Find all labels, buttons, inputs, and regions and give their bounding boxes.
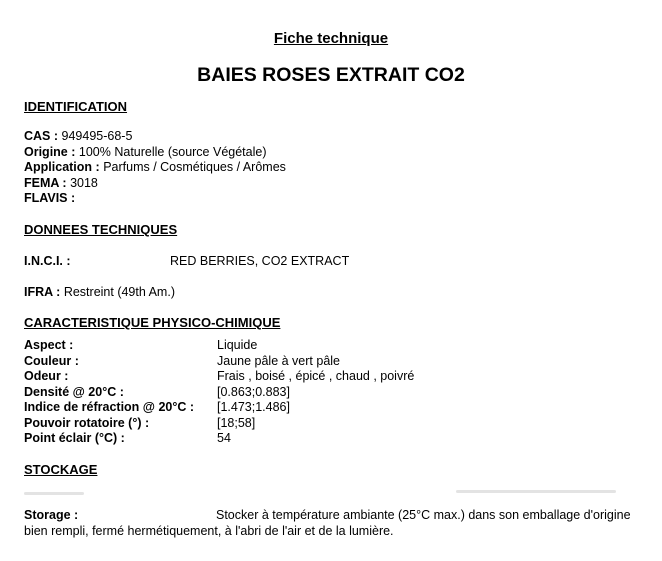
- refractive-index-label: Indice de réfraction @ 20°C :: [24, 400, 195, 414]
- color-value: Jaune pâle à vert pâle: [217, 353, 341, 368]
- origin-label: Origine :: [24, 144, 76, 159]
- color-label: Couleur :: [24, 353, 79, 368]
- storage-value-line-2: bien rempli, fermé hermétiquement, à l'abri de l'air et de la lumière.: [24, 523, 394, 538]
- origin-field: [24, 145, 267, 161]
- ifra-field: [24, 285, 175, 301]
- density-value: [0.863;0.883]: [217, 384, 290, 399]
- identification-heading: IDENTIFICATION: [24, 99, 128, 114]
- cas-value: 949495-68-5: [61, 129, 133, 143]
- refractive-index-value: [1.473;1.486]: [217, 400, 290, 414]
- fema-label: FEMA :: [24, 175, 67, 190]
- scan-smudge: [456, 490, 616, 493]
- flavis-field: [24, 191, 75, 207]
- density-label: Densité @ 20°C :: [24, 384, 124, 399]
- physico-chemical-heading: CARACTERISTIQUE PHYSICO-CHIMIQUE: [24, 315, 281, 330]
- fema-value: 3018: [70, 175, 98, 190]
- fema-field: [24, 176, 98, 192]
- product-title: BAIES ROSES EXTRAIT CO2: [197, 64, 465, 86]
- cas-label: CAS :: [24, 129, 59, 143]
- ifra-label: IFRA :: [24, 285, 61, 299]
- aspect-label: Aspect :: [24, 338, 74, 352]
- application-value: Parfums / Cosmétiques / Arômes: [103, 160, 286, 174]
- origin-value: 100% Naturelle (source Végétale): [78, 144, 267, 159]
- inci-value: RED BERRIES, CO2 EXTRACT: [170, 254, 350, 268]
- aspect-value: Liquide: [217, 338, 258, 352]
- flash-point-value: 54: [217, 431, 231, 445]
- application-field: [24, 160, 286, 176]
- cas-field: [24, 129, 132, 145]
- optical-rotation-value: [18;58]: [217, 415, 256, 430]
- ifra-value: Restreint (49th Am.): [63, 285, 175, 299]
- inci-label: I.N.C.I. :: [24, 254, 71, 268]
- scan-smudge: [24, 492, 84, 495]
- application-label: Application :: [24, 160, 100, 174]
- optical-rotation-label: Pouvoir rotatoire (°) :: [24, 415, 150, 430]
- document-type-label: Fiche technique: [273, 30, 389, 47]
- odor-label: Odeur :: [24, 369, 69, 383]
- storage-heading: STOCKAGE: [24, 462, 98, 477]
- technical-data-heading: DONNEES TECHNIQUES: [24, 222, 178, 237]
- flash-point-label: Point éclair (°C) :: [24, 431, 125, 445]
- storage-label: Storage :: [24, 508, 79, 522]
- flavis-label: FLAVIS :: [24, 191, 76, 205]
- odor-value: Frais , boisé , épicé , chaud , poivré: [217, 369, 415, 383]
- storage-value-line-1: Stocker à température ambiante (25°C max.) dans son emballage d'origine: [216, 508, 631, 522]
